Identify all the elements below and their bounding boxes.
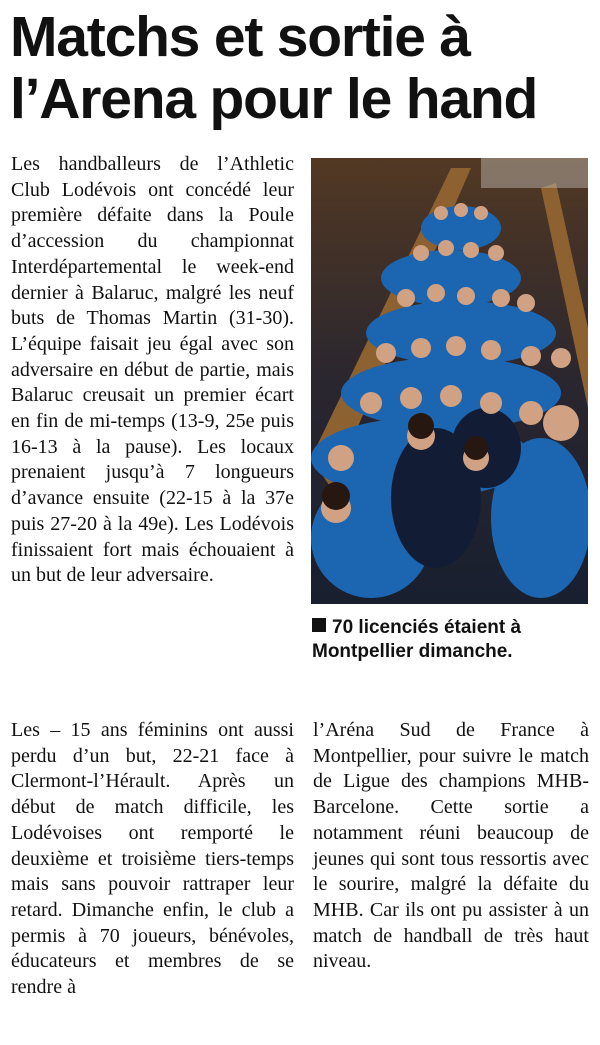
team-photo-illustration [311,158,588,604]
article-paragraph-2: Les – 15 ans féminins ont aussi perdu d’un but, 22-21 face à Clermont-l’Hérault. Après un début de match difficile, les Lodévoises ont remporté le deuxième et troisième tiers-temps mais sans pouvoir rattraper leur retard. Dimanche enfin, le club a permis à 70 joueurs, bénévoles, éducateurs et membres de se rendre à [11,719,294,999]
caption-bullet-square [312,618,326,632]
photo-caption [312,616,592,664]
article-column-left-bottom [11,718,294,1001]
article-column-right-bottom [313,718,589,975]
headline-line-1: Matchs et sortie à [10,5,470,69]
article-column-left-top [11,152,294,589]
article-paragraph-2-continued: l’Aréna Sud de France à Montpellier, pour suivre le match de Ligue des champions MHB-Barcelone. Cette sortie a notamment réuni beaucoup de jeunes qui sont tous ressortis avec le sourire, malgré la défaite du MHB. Car ils ont pu assister à un match de handball de très haut niveau. [313,719,589,973]
article-paragraph-1: Les handballeurs de l’Athletic Club Lodévois ont concédé leur première défaite dans la Poule d’accession du championnat Interdépartemental le week-end dernier à Balaruc, malgré les neuf buts de Thomas Martin (31-30). L’équipe faisait jeu égal avec son adversaire en début de partie, mais Balaruc creusait un premier écart en fin de mi-temps (13-9, 25e puis 16-13 à la pause). Les locaux prenaient jusqu’à 7 longueurs d’avance ensuite (22-15 à la 37e puis 27-20 à la 49e). Les Lodévois finissaient fort mais échouaient à un but de leur adversaire. [11,153,294,587]
team-photo [311,158,588,604]
headline [10,6,595,130]
headline-line-2: l’Arena pour le hand [10,67,538,131]
photo-caption-text: 70 licenciés étaient à Montpellier dimanche. [312,617,522,662]
